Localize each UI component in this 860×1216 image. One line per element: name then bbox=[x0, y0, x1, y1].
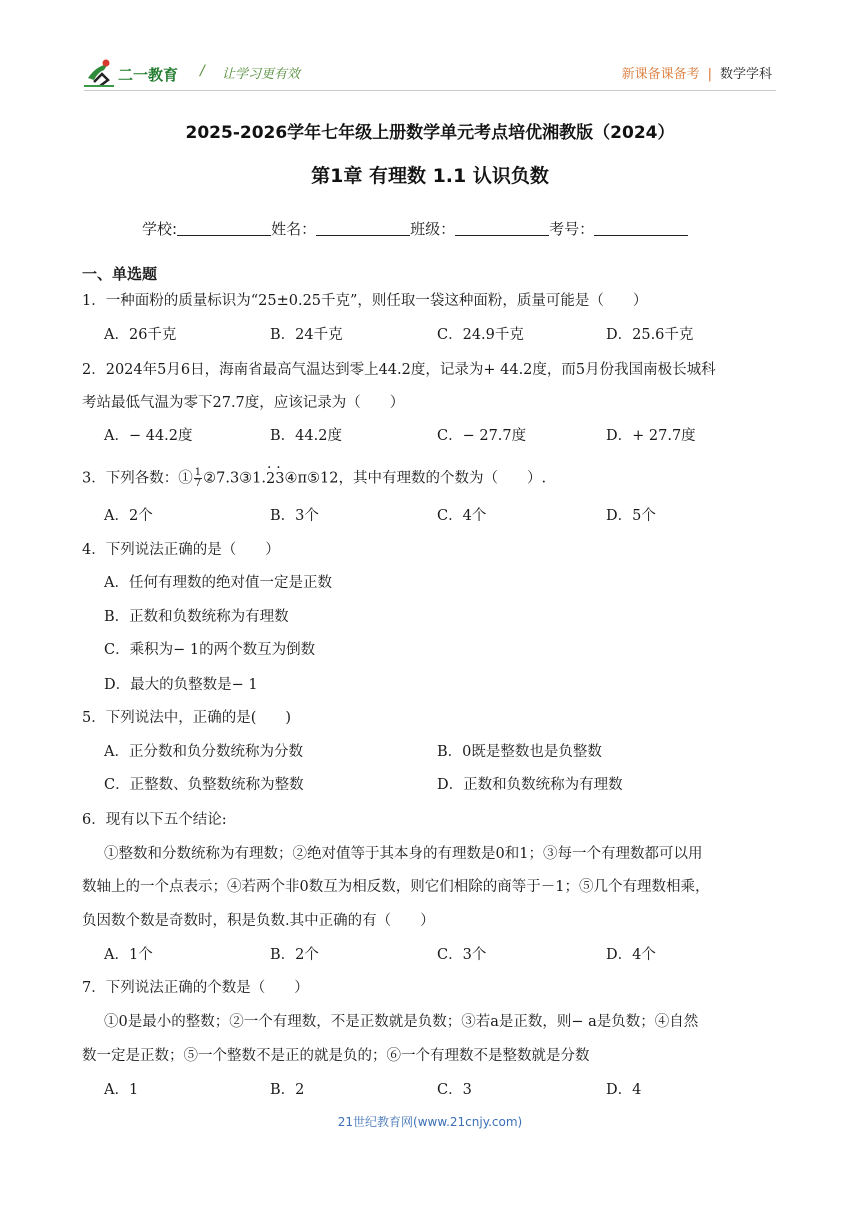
question-2-stem: 2．2024年5月6日，海南省最高气温达到零上44.2度，记录为+ 44.2度，而5月份我国南极长城科 bbox=[82, 362, 716, 378]
q3-option-d: D．5个 bbox=[606, 508, 656, 524]
q7-option-b: B．2 bbox=[270, 1082, 305, 1098]
student-info-line bbox=[142, 218, 688, 239]
chapter-title: 第1章 有理数 1.1 认识负数 bbox=[311, 165, 549, 187]
q3-option-b: B．3个 bbox=[270, 508, 319, 524]
fraction-one-seventh bbox=[194, 468, 202, 489]
q6-body-line-3: 负因数个数是奇数时，积是负数.其中正确的有（ ） bbox=[82, 913, 435, 929]
q4-option-c: C．乘积为− 1的两个数互为倒数 bbox=[104, 642, 316, 658]
header-rule bbox=[84, 90, 776, 91]
q6-option-c: C．3个 bbox=[437, 947, 487, 963]
header-label-prep: 新课备课备考 bbox=[621, 67, 700, 82]
q5-option-c: C．正整数、负整数统称为整数 bbox=[104, 777, 304, 793]
q4-option-a: A．任何有理数的绝对值一定是正数 bbox=[104, 575, 332, 591]
q3-mid: ②7.3③1. bbox=[203, 470, 267, 487]
question-3-stem bbox=[82, 468, 546, 489]
school-label: 学校: bbox=[142, 220, 178, 238]
q5-option-d: D．正数和负数统称为有理数 bbox=[437, 777, 623, 793]
question-4-stem: 4．下列说法正确的是（ ） bbox=[82, 542, 280, 558]
q1-option-d: D．25.6千克 bbox=[606, 327, 694, 343]
q7-option-d: D．4 bbox=[606, 1082, 642, 1098]
q7-body-line-1: ①0是最小的整数；②一个有理数，不是正数就是负数；③若a是正数，则− a是负数；④自然 bbox=[104, 1014, 699, 1030]
q4-option-b: B．正数和负数统称为有理数 bbox=[104, 609, 289, 625]
repeating-digit-1: · 2 bbox=[266, 469, 275, 489]
class-blank bbox=[455, 221, 549, 236]
name-blank bbox=[316, 221, 410, 236]
q2-option-b: B．44.2度 bbox=[270, 428, 342, 444]
q6-body-line-2: 数轴上的一个点表示；④若两个非0数互为相反数，则它们相除的商等于－1；⑤几个有理数相乘， bbox=[82, 879, 710, 895]
q5-option-a: A．正分数和负分数统称为分数 bbox=[104, 744, 303, 760]
question-2-stem-cont: 考站最低气温为零下27.7度，应该记录为（ ） bbox=[82, 395, 405, 411]
document-title: 2025-2026学年七年级上册数学单元考点培优湘教版（2024） bbox=[185, 123, 675, 143]
q3-option-c: C．4个 bbox=[437, 508, 487, 524]
q2-option-c: C．− 27.7度 bbox=[437, 428, 527, 444]
q1-option-a: A．26千克 bbox=[104, 327, 177, 343]
name-label: 姓名： bbox=[271, 220, 317, 238]
page-footer: 21世纪教育网(www.21cnjy.com) bbox=[337, 1115, 523, 1129]
question-5-stem: 5．下列说法中，正确的是( ) bbox=[82, 710, 292, 726]
slogan: 让学习更有效 bbox=[222, 67, 301, 82]
exam-number-label: 考号： bbox=[549, 220, 595, 238]
svg-text:二一教育: 二一教育 bbox=[118, 66, 179, 84]
header-separator: | bbox=[707, 67, 712, 82]
header-right bbox=[622, 63, 772, 82]
page-header bbox=[0, 0, 860, 92]
q6-option-b: B．2个 bbox=[270, 947, 319, 963]
q7-body-line-2: 数一定是正数；⑤一个整数不是正的就是负的；⑥一个有理数不是整数就是分数 bbox=[82, 1048, 590, 1064]
fraction-numerator: 1 bbox=[194, 467, 202, 478]
q6-body-line-1: ①整数和分数统称为有理数；②绝对值等于其本身的有理数是0和1；③每一个有理数都可以用 bbox=[104, 846, 703, 862]
question-1-stem: 1．一种面粉的质量标识为“25±0.25千克”，则任取一袋这种面粉，质量可能是（ ） bbox=[82, 293, 648, 309]
q7-option-a: A．1 bbox=[104, 1082, 139, 1098]
q2-option-a: A．− 44.2度 bbox=[104, 428, 193, 444]
q5-option-b: B．0既是整数也是负整数 bbox=[437, 744, 602, 760]
school-blank bbox=[177, 221, 271, 236]
q3-option-a: A．2个 bbox=[104, 508, 153, 524]
header-divider: / bbox=[200, 63, 205, 79]
section-heading: 一、单选题 bbox=[82, 265, 158, 283]
q6-option-a: A．1个 bbox=[104, 947, 153, 963]
question-7-stem: 7．下列说法正确的个数是（ ） bbox=[82, 980, 309, 996]
repeating-digit-2: · 3 bbox=[275, 469, 284, 489]
q3-suffix: ④π⑤12，其中有理数的个数为（ ）. bbox=[284, 470, 547, 487]
q6-option-d: D．4个 bbox=[606, 947, 656, 963]
q3-prefix: 3．下列各数：① bbox=[82, 470, 193, 487]
q2-option-d: D．+ 27.7度 bbox=[606, 428, 696, 444]
question-6-stem: 6．现有以下五个结论: bbox=[82, 812, 227, 828]
q1-option-c: C．24.9千克 bbox=[437, 327, 524, 343]
site-logo bbox=[84, 56, 192, 90]
q7-option-c: C．3 bbox=[437, 1082, 472, 1098]
q4-option-d: D．最大的负整数是− 1 bbox=[104, 677, 258, 693]
fraction-denominator: 7 bbox=[194, 478, 202, 489]
header-label-subject: 数学学科 bbox=[719, 67, 772, 82]
class-label: 班级： bbox=[410, 220, 456, 238]
exam-number-blank bbox=[594, 221, 688, 236]
q1-option-b: B．24千克 bbox=[270, 327, 343, 343]
